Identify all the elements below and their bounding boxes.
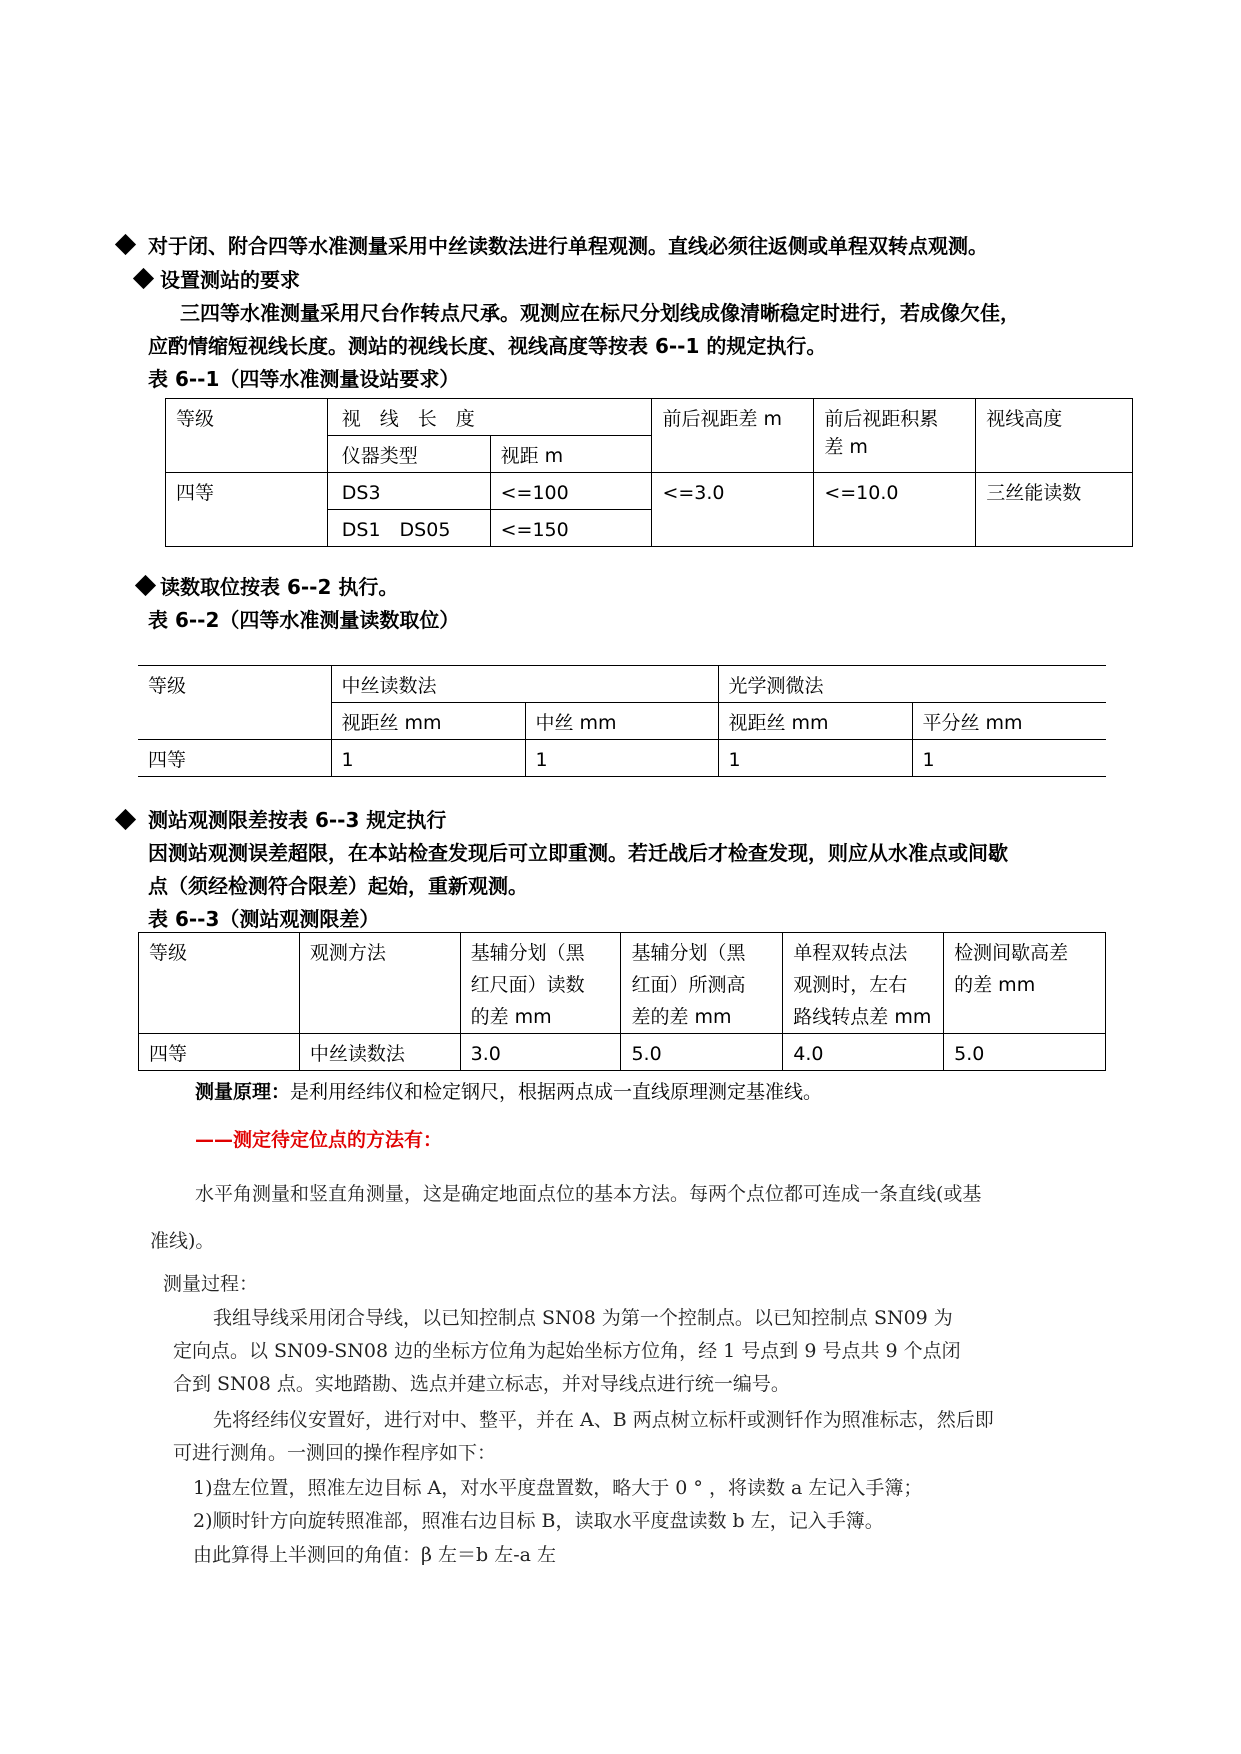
t3-r-grade: 四等 bbox=[139, 1034, 300, 1071]
t1-h-accum-line1: 前后视距积累 bbox=[824, 408, 939, 430]
table1 bbox=[165, 398, 1133, 547]
t3-r-c3: 3.0 bbox=[460, 1034, 621, 1071]
bullet-diamond-icon bbox=[133, 268, 154, 289]
t1-h-sight: 视 线 长 度 bbox=[327, 399, 652, 436]
method-heading: ——测定待定位点的方法有： bbox=[195, 1129, 443, 1151]
bullet-diamond-icon bbox=[115, 809, 136, 830]
t3-h-c5 bbox=[783, 933, 944, 1034]
process-step2: 2)顺时针方向旋转照准部，照准右边目标 B，读取水平度盘读数 b 左，记入手簿。 bbox=[193, 1510, 884, 1532]
process-heading: 测量过程： bbox=[163, 1273, 259, 1295]
t2-r-c1: 1 bbox=[331, 740, 525, 777]
process-step1: 1)盘左位置，照准左边目标 A，对水平度盘置数，略大于 0 ° ，将读数 a 左记入手簿； bbox=[193, 1477, 923, 1499]
t1-h-instrument: 仪器类型 bbox=[327, 436, 490, 473]
t3-r-c6: 5.0 bbox=[944, 1034, 1106, 1071]
t1-h-grade: 等级 bbox=[166, 399, 328, 473]
t2-r-grade: 四等 bbox=[138, 740, 331, 777]
t2-h-c2: 中丝 mm bbox=[525, 703, 718, 740]
t2-r-c4: 1 bbox=[922, 749, 935, 771]
principle-line bbox=[195, 1080, 822, 1104]
t1-r1-distance: <=100 bbox=[490, 473, 652, 510]
bullet-diamond-icon bbox=[135, 575, 156, 596]
t1-h-diff: 前后视距差 m bbox=[652, 399, 814, 473]
process-p2-line2: 可进行测角。一测回的操作程序如下： bbox=[173, 1442, 497, 1464]
table2-caption: 表 6--2（四等水准测量读数取位） bbox=[148, 608, 460, 632]
t3-h-c6-line1: 检测间歇高差 bbox=[954, 942, 1069, 964]
t3-h-c4-line1: 基辅分划（黑 bbox=[631, 942, 746, 964]
t3-h-c3-line1: 基辅分划（黑 bbox=[470, 942, 585, 964]
t3-h-c6-line2: 的差 mm bbox=[954, 974, 1036, 996]
t3-h-c5-line1: 单程双转点法 bbox=[793, 942, 908, 964]
principle-label: 测量原理： bbox=[195, 1081, 291, 1103]
t2-h-c1: 视距丝 mm bbox=[331, 703, 525, 740]
process-p2-line1: 先将经纬仪安置好，进行对中、整平，并在 A、B 两点树立标杆或测钎作为照准标志，然后即 bbox=[213, 1409, 994, 1431]
t1-r1-instrument: DS3 bbox=[327, 473, 490, 510]
t1-r2-distance: <=150 bbox=[490, 510, 652, 547]
t3-h-c3-line2: 红尺面）读数 bbox=[470, 974, 585, 996]
t3-h-c4 bbox=[621, 933, 783, 1034]
t1-h-accum bbox=[814, 399, 976, 473]
t1-h-distance: 视距 m bbox=[490, 436, 652, 473]
process-p1-line3: 合到 SN08 点。实地踏勘、选点并建立标志，并对导线点进行统一编号。 bbox=[173, 1373, 790, 1395]
t1-r-height: 三丝能读数 bbox=[976, 473, 1133, 547]
t3-r-method: 中丝读数法 bbox=[299, 1034, 460, 1071]
process-result: 由此算得上半测回的角值：β 左＝b 左-a 左 bbox=[193, 1544, 557, 1566]
t1-r2-instrument: DS1 DS05 bbox=[327, 510, 490, 547]
bullet-diamond-icon bbox=[115, 234, 136, 255]
section2-heading: 设置测站的要求 bbox=[160, 268, 300, 292]
t2-h-c3: 视距丝 mm bbox=[718, 703, 912, 740]
process-p1-line1: 我组导线采用闭合导线，以已知控制点 SN08 为第一个控制点。以已知控制点 SN09 为 bbox=[213, 1307, 953, 1329]
method-para-line2: 准线)。 bbox=[150, 1230, 215, 1252]
t3-h-c4-line2: 红面）所测高 bbox=[631, 974, 746, 996]
table3-caption: 表 6--3（测站观测限差） bbox=[148, 907, 380, 931]
t3-h-c5-line2: 观测时，左右 bbox=[793, 974, 908, 996]
t2-h-middle: 中丝读数法 bbox=[331, 666, 718, 703]
section2-para-line1: 三四等水准测量采用尺台作转点尺承。观测应在标尺分划线成像清晰稳定时进行，若成像欠佳， bbox=[180, 301, 1020, 325]
t3-h-method: 观测方法 bbox=[299, 933, 460, 1034]
t3-r-c4: 5.0 bbox=[621, 1034, 783, 1071]
table3 bbox=[138, 932, 1106, 1071]
t2-r-c3: 1 bbox=[718, 740, 912, 777]
method-para-line1: 水平角测量和竖直角测量，这是确定地面点位的基本方法。每两个点位都可连成一条直线(或基 bbox=[195, 1183, 982, 1205]
t3-h-c6 bbox=[944, 933, 1106, 1034]
t2-h-c4: 平分丝 mm bbox=[912, 703, 1106, 740]
t1-h-accum-line2: 差 m bbox=[824, 436, 868, 458]
section4-para-line1: 因测站观测误差超限，在本站检查发现后可立即重测。若迁战后才检查发现，则应从水准点或间歇 bbox=[148, 841, 1008, 865]
table2 bbox=[138, 665, 1106, 777]
t1-r-accum: <=10.0 bbox=[814, 473, 976, 547]
section3-heading: 读数取位按表 6--2 执行。 bbox=[160, 575, 399, 599]
t1-h-height: 视线高度 bbox=[976, 399, 1133, 473]
t1-r-diff: <=3.0 bbox=[652, 473, 814, 547]
t3-h-c3 bbox=[460, 933, 621, 1034]
t2-r-c2: 1 bbox=[525, 740, 718, 777]
principle-text: 是利用经纬仪和检定钢尺，根据两点成一直线原理测定基准线。 bbox=[290, 1081, 823, 1103]
t3-r-c5: 4.0 bbox=[783, 1034, 944, 1071]
t3-h-c3-line3: 的差 mm bbox=[470, 1006, 552, 1028]
process-p1-line2: 定向点。以 SN09-SN08 边的坐标方位角为起始坐标方位角，经 1 号点到 9 号点共 9 个点闭 bbox=[173, 1340, 961, 1362]
section4-para-line2: 点（须经检测符合限差）起始，重新观测。 bbox=[148, 874, 528, 898]
t2-h-grade: 等级 bbox=[138, 666, 331, 740]
t1-r-grade: 四等 bbox=[166, 473, 328, 547]
t2-h-optical: 光学测微法 bbox=[718, 666, 1106, 703]
t3-h-c5-line3: 路线转点差 mm bbox=[793, 1006, 932, 1028]
section2-para-line2: 应酌情缩短视线长度。测站的视线长度、视线高度等按表 6--1 的规定执行。 bbox=[148, 334, 827, 358]
section4-heading: 测站观测限差按表 6--3 规定执行 bbox=[148, 808, 447, 832]
t3-h-c4-line3: 差的差 mm bbox=[631, 1006, 732, 1028]
t3-h-grade: 等级 bbox=[139, 933, 300, 1034]
table1-caption: 表 6--1（四等水准测量设站要求） bbox=[148, 367, 460, 391]
section1-text: 对于闭、附合四等水准测量采用中丝读数法进行单程观测。直线必须往返侧或单程双转点观测。 bbox=[148, 234, 988, 258]
